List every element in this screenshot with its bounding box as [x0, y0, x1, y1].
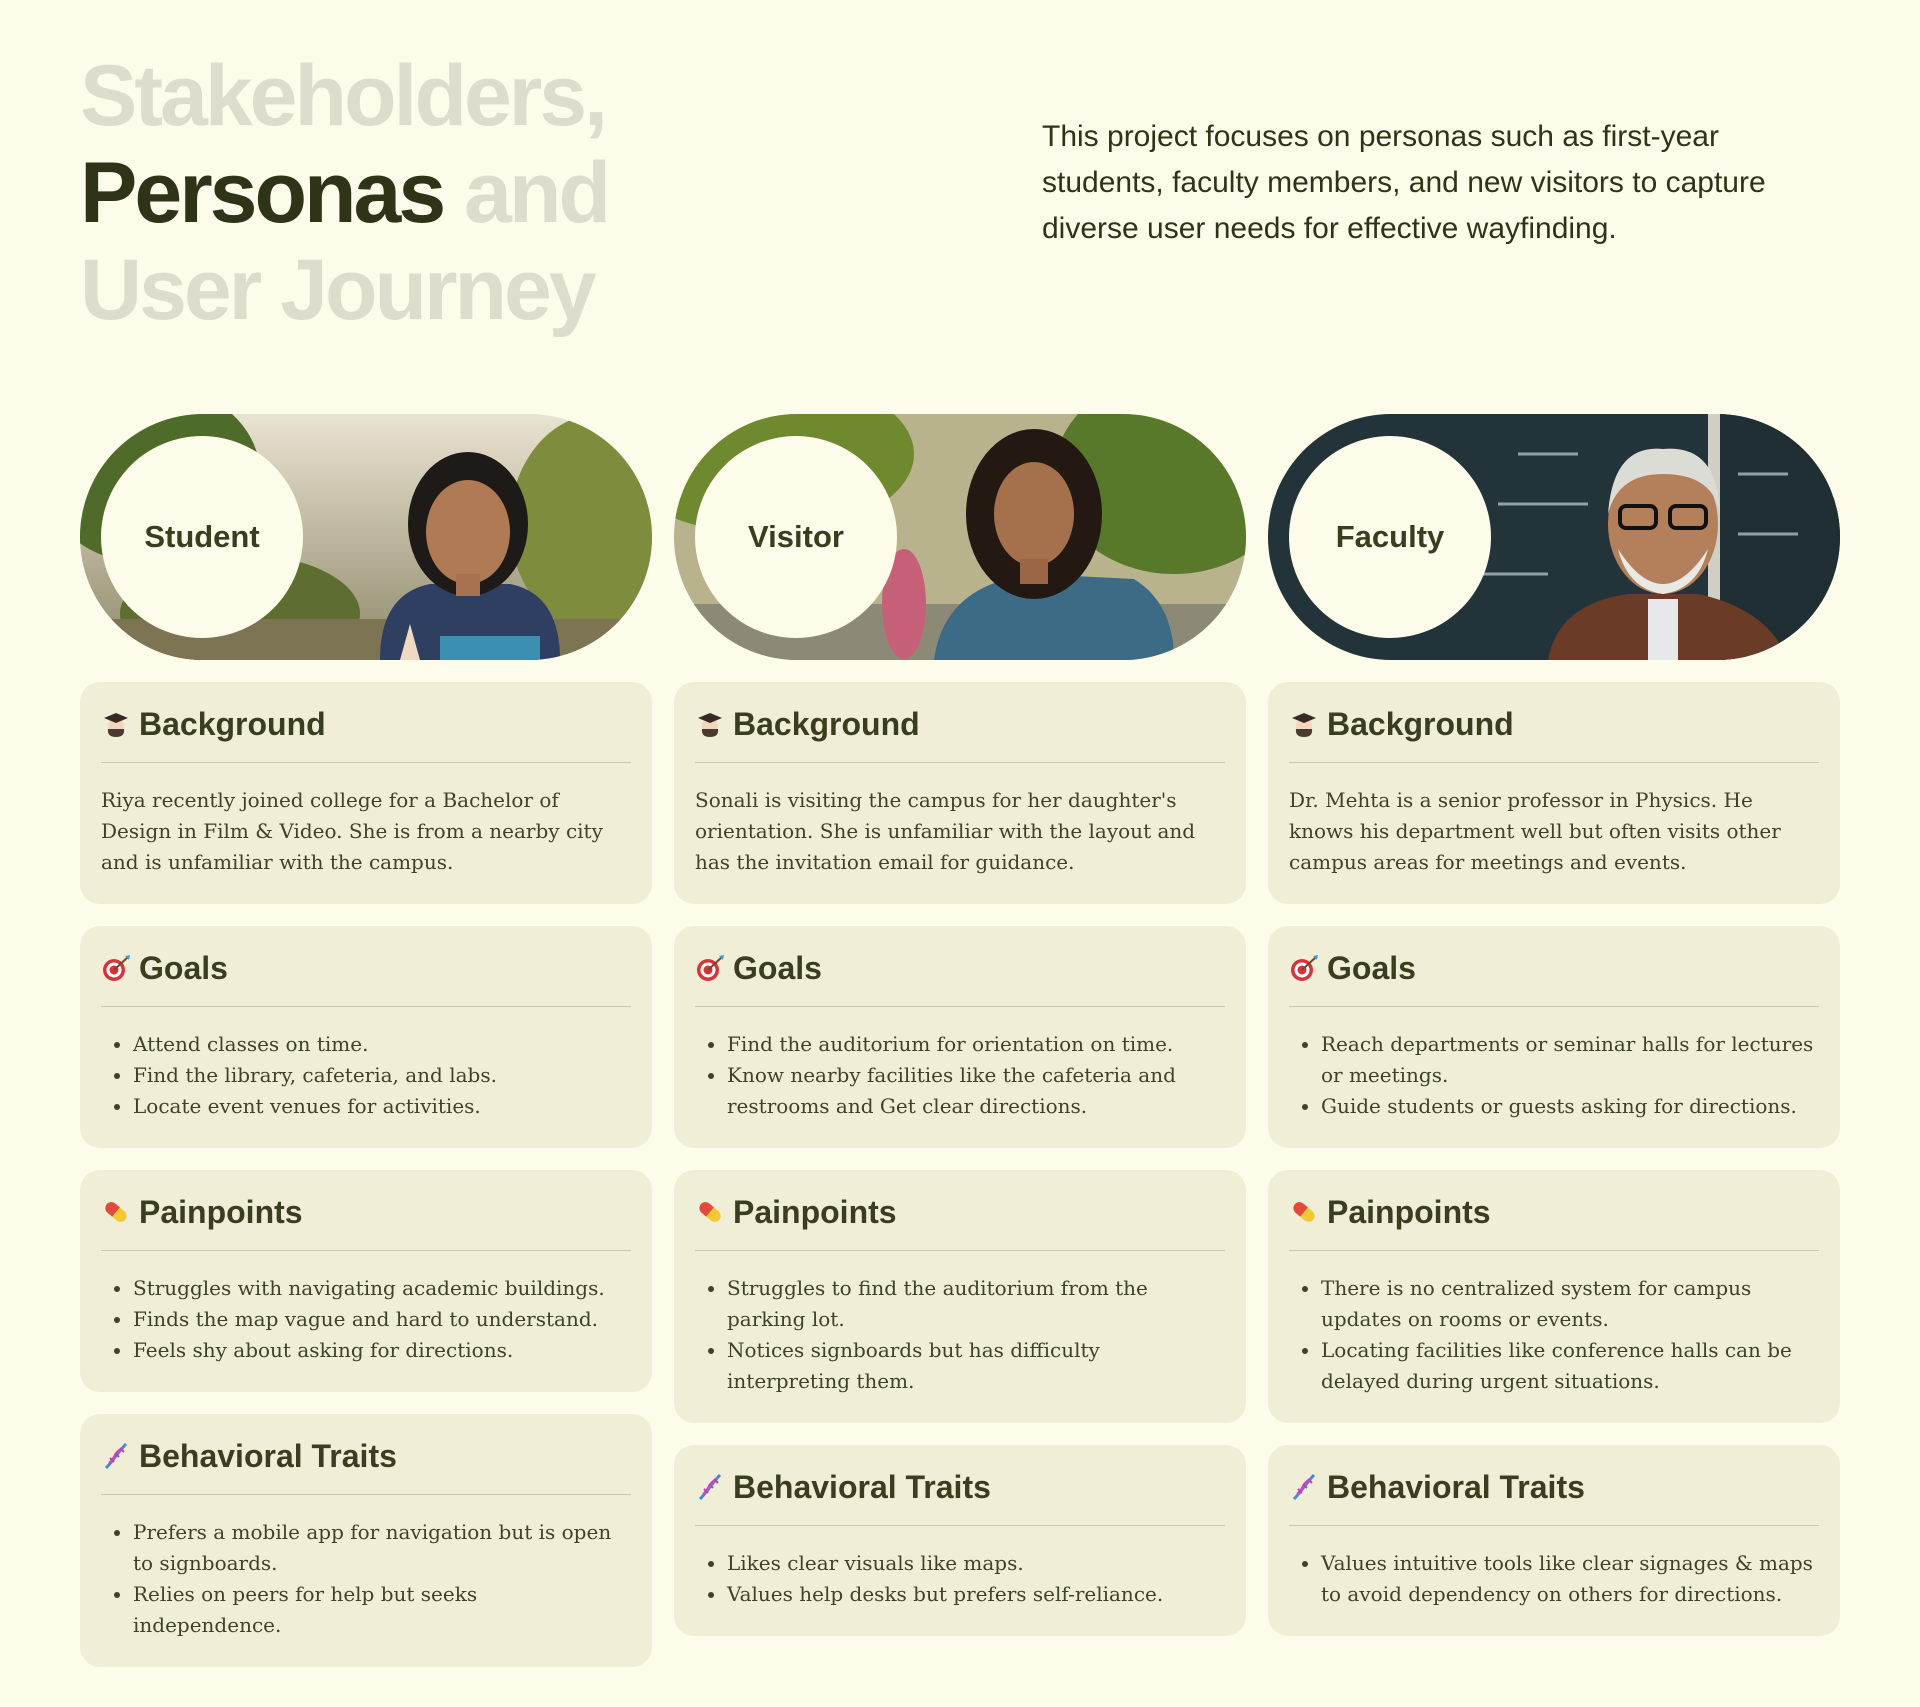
card-title: Goals [139, 950, 228, 986]
list-item: • Attend classes on time. [133, 1029, 631, 1060]
list-item: • Guide students or guests asking for directions. [1321, 1091, 1819, 1122]
card-title: Behavioral Traits [733, 1469, 991, 1505]
persona-badge: Faculty [1289, 436, 1491, 638]
list-item: • Find the auditorium for orientation on time. [727, 1029, 1225, 1060]
traits-list [695, 1548, 1225, 1610]
hero-title-and: and [443, 145, 609, 241]
persona-column-visitor [674, 414, 1246, 1658]
card-title: Background [733, 706, 920, 742]
pill-emoji-icon [101, 1197, 131, 1227]
background-text: Riya recently joined college for a Bachelor of Design in Film & Video. She is from a nearby city and is unfamiliar with the campus. [101, 788, 603, 874]
hero-title-line1: Stakeholders, [80, 48, 605, 144]
background-text: Dr. Mehta is a senior professor in Physics. He knows his department well but often visits other campus areas for meetings and events. [1289, 788, 1781, 874]
painpoints-list [101, 1273, 631, 1366]
card-title: Behavioral Traits [139, 1438, 397, 1474]
traits-list [1289, 1548, 1819, 1610]
student-emoji-icon [1289, 709, 1319, 739]
card-title: Goals [1327, 950, 1416, 986]
background-card [674, 682, 1246, 904]
goals-list [1289, 1029, 1819, 1122]
traits-list [101, 1517, 631, 1641]
list-item: • Struggles with navigating academic buildings. [133, 1273, 631, 1304]
painpoints-card [1268, 1170, 1840, 1423]
card-title: Goals [733, 950, 822, 986]
card-title: Behavioral Traits [1327, 1469, 1585, 1505]
card-title: Background [1327, 706, 1514, 742]
traits-card [80, 1414, 652, 1667]
persona-badge: Visitor [695, 436, 897, 638]
student-emoji-icon [101, 709, 131, 739]
traits-card [674, 1445, 1246, 1636]
list-item: • Locate event venues for activities. [133, 1091, 631, 1122]
list-item: • Know nearby facilities like the cafeteria and restrooms and Get clear directions. [727, 1060, 1225, 1122]
card-title: Background [139, 706, 326, 742]
persona-badge: Student [101, 436, 303, 638]
goals-card [80, 926, 652, 1148]
persona-banner [1268, 414, 1840, 660]
list-item: • There is no centralized system for campus updates on rooms or events. [1321, 1273, 1819, 1335]
list-item: • Relies on peers for help but seeks independence. [133, 1579, 631, 1641]
list-item: • Find the library, cafeteria, and labs. [133, 1060, 631, 1091]
hero-title-personas: Personas [80, 145, 444, 241]
list-item: • Values intuitive tools like clear signages & maps to avoid dependency on others for directions. [1321, 1548, 1819, 1610]
painpoints-list [1289, 1273, 1819, 1397]
traits-card [1268, 1445, 1840, 1636]
painpoints-card [674, 1170, 1246, 1423]
intro-text: This project focuses on personas such as first-year students, faculty members, and new visitors to capture diverse user needs for effective wayfinding. [1042, 120, 1766, 245]
card-title: Painpoints [1327, 1194, 1491, 1230]
list-item: • Likes clear visuals like maps. [727, 1548, 1225, 1579]
card-title: Painpoints [733, 1194, 897, 1230]
goals-card [1268, 926, 1840, 1148]
goals-list [695, 1029, 1225, 1122]
dna-emoji-icon [101, 1441, 131, 1471]
list-item: • Prefers a mobile app for navigation but is open to signboards. [133, 1517, 631, 1579]
goals-card [674, 926, 1246, 1148]
list-item: • Notices signboards but has difficulty interpreting them. [727, 1335, 1225, 1397]
background-text: Sonali is visiting the campus for her daughter's orientation. She is unfamiliar with the layout and has the invitation email for guidance. [695, 788, 1196, 874]
background-card [80, 682, 652, 904]
list-item: • Struggles to find the auditorium from the parking lot. [727, 1273, 1225, 1335]
student-emoji-icon [695, 709, 725, 739]
list-item: • Reach departments or seminar halls for lectures or meetings. [1321, 1029, 1819, 1091]
persona-banner [674, 414, 1246, 660]
background-card [1268, 682, 1840, 904]
list-item: • Values help desks but prefers self-reliance. [727, 1579, 1225, 1610]
painpoints-list [695, 1273, 1225, 1397]
target-emoji-icon [1289, 953, 1319, 983]
target-emoji-icon [101, 953, 131, 983]
pill-emoji-icon [695, 1197, 725, 1227]
goals-list [101, 1029, 631, 1122]
list-item: • Finds the map vague and hard to understand. [133, 1304, 631, 1335]
card-title: Painpoints [139, 1194, 303, 1230]
hero-title-line3: User Journey [80, 242, 594, 338]
hero-title [80, 48, 608, 339]
persona-column-faculty [1268, 414, 1840, 1658]
persona-column-student [80, 414, 652, 1689]
painpoints-card [80, 1170, 652, 1392]
list-item: • Feels shy about asking for directions. [133, 1335, 631, 1366]
dna-emoji-icon [1289, 1472, 1319, 1502]
target-emoji-icon [695, 953, 725, 983]
persona-banner [80, 414, 652, 660]
dna-emoji-icon [695, 1472, 725, 1502]
list-item: • Locating facilities like conference halls can be delayed during urgent situations. [1321, 1335, 1819, 1397]
pill-emoji-icon [1289, 1197, 1319, 1227]
